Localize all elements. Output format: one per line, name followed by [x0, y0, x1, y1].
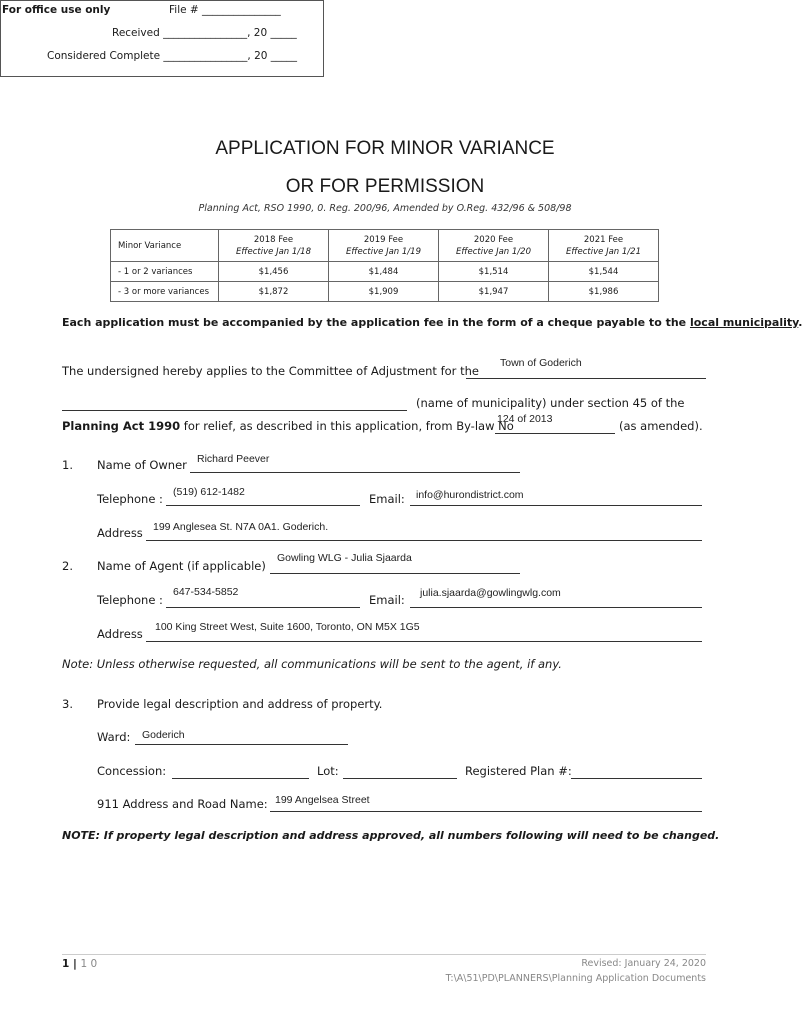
fee-column-2018 [219, 230, 329, 262]
page-total: 1 0 [80, 958, 98, 970]
owner-phone-label: Telephone : [97, 492, 163, 506]
applies-text: The undersigned hereby applies to the Committee of Adjustment for the [62, 364, 479, 378]
revised-date: Revised: January 24, 2020 [581, 958, 706, 969]
numbers-change-note: NOTE: If property legal description and address approved, all numbers following will need to be changed. [62, 829, 720, 842]
considered-complete-field: Considered Complete ________________, 20 _____ [47, 50, 298, 62]
fee-column-2021 [549, 230, 659, 262]
footer-divider [62, 954, 706, 955]
municipality-tail-text: (name of municipality) under section 45 of the [416, 396, 685, 410]
fee-year: 2019 Fee [363, 234, 404, 245]
property-section-number: 3. [62, 697, 73, 711]
owner-section-number: 1. [62, 458, 73, 472]
ward-input[interactable]: Goderich [142, 729, 185, 741]
agent-address-input[interactable]: 100 King Street West, Suite 1600, Toronto, ON M5X 1G5 [155, 621, 420, 633]
municipality-line [466, 378, 706, 379]
registered-plan-label: Registered Plan #: [465, 764, 572, 778]
page-number [62, 958, 97, 970]
road-address-label: 911 Address and Road Name: [97, 797, 268, 811]
agent-email-label: Email: [369, 593, 405, 607]
owner-phone-line [166, 505, 360, 506]
ward-line [135, 744, 348, 745]
fee-column-2020 [439, 230, 549, 262]
page-subtitle: Planning Act, RSO 1990, 0. Reg. 200/96, Amended by O.Reg. 432/96 & 508/98 [198, 203, 572, 214]
bylaw-line [495, 433, 615, 434]
owner-name-line [190, 472, 520, 473]
agent-phone-line [166, 607, 360, 608]
owner-address-line [146, 540, 702, 541]
page-current: 1 [62, 958, 70, 970]
agent-name-label: Name of Agent (if applicable) [97, 559, 266, 573]
fee-effective: Effective Jan 1/18 [236, 246, 311, 257]
office-use-box [0, 0, 324, 77]
owner-phone-input[interactable]: (519) 612-1482 [173, 486, 245, 498]
fee-cell: $1,947 [439, 282, 549, 302]
fee-effective: Effective Jan 1/19 [346, 246, 421, 257]
owner-name-input[interactable]: Richard Peever [197, 453, 270, 465]
fee-note-text: Each application must be accompanied by the application fee in the form of a cheque payable to the [62, 316, 690, 329]
owner-address-input[interactable]: 199 Anglesea St. N7A 0A1. Goderich. [153, 521, 329, 533]
fee-year: 2020 Fee [473, 234, 514, 245]
bylaw-input[interactable]: 124 of 2013 [497, 413, 553, 425]
fee-note-period [798, 316, 802, 329]
fee-effective: Effective Jan 1/21 [566, 246, 641, 257]
ward-label: Ward: [97, 730, 131, 744]
road-address-input[interactable]: 199 Angelsea Street [275, 794, 370, 806]
fee-cell: $1,909 [329, 282, 439, 302]
page-title-line2: OR FOR PERMISSION [285, 176, 485, 197]
agent-phone-input[interactable]: 647-534-5852 [173, 586, 239, 598]
fee-table-header-row [111, 230, 659, 262]
concession-input[interactable] [172, 778, 309, 779]
fee-table-header-label: Minor Variance [111, 230, 219, 262]
fee-table [110, 229, 659, 302]
agent-name-input[interactable]: Gowling WLG - Julia Sjaarda [277, 552, 412, 564]
agent-name-line [270, 573, 520, 574]
table-row [111, 262, 659, 282]
fee-row-label: - 3 or more variances [111, 282, 219, 302]
agent-communication-note: Note: Unless otherwise requested, all communications will be sent to the agent, if any. [62, 657, 562, 671]
registered-plan-input[interactable] [571, 778, 702, 779]
fee-cell: $1,544 [549, 262, 659, 282]
relief-text: for relief, as described in this application, from By-law No [180, 419, 514, 433]
relief-line [62, 419, 514, 433]
fee-column-2019 [329, 230, 439, 262]
agent-address-line [146, 641, 702, 642]
agent-phone-label: Telephone : [97, 593, 163, 607]
planning-act-label: Planning Act 1990 [62, 419, 181, 433]
owner-address-label: Address [97, 526, 143, 540]
page-title-line1: APPLICATION FOR MINOR VARIANCE [215, 138, 555, 159]
owner-name-label: Name of Owner [97, 458, 187, 472]
owner-email-line [410, 505, 702, 506]
owner-email-input[interactable]: info@hurondistrict.com [416, 489, 524, 501]
received-field: Received ________________, 20 _____ [112, 27, 297, 39]
municipality-name-line [62, 410, 407, 411]
owner-email-label: Email: [369, 492, 405, 506]
municipality-input[interactable]: Town of Goderich [500, 357, 582, 369]
fee-cell: $1,484 [329, 262, 439, 282]
lot-label: Lot: [317, 764, 339, 778]
office-use-title: For office use only [2, 4, 111, 16]
fee-cell: $1,872 [219, 282, 329, 302]
fee-year: 2018 Fee [253, 234, 294, 245]
amended-text: (as amended). [619, 419, 703, 433]
page-separator: | [69, 958, 81, 970]
local-municipality-link[interactable]: local municipality [689, 316, 799, 329]
agent-section-number: 2. [62, 559, 73, 573]
fee-cell: $1,986 [549, 282, 659, 302]
property-heading: Provide legal description and address of property. [97, 697, 383, 711]
agent-address-label: Address [97, 627, 143, 641]
road-address-line [270, 811, 702, 812]
fee-cell: $1,514 [439, 262, 549, 282]
fee-cell: $1,456 [219, 262, 329, 282]
table-row [111, 282, 659, 302]
document-path: T:\A\51\PD\PLANNERS\Planning Application Documents [445, 973, 706, 984]
agent-email-input[interactable]: julia.sjaarda@gowlingwlg.com [420, 587, 561, 599]
agent-email-line [410, 607, 702, 608]
fee-row-label: - 1 or 2 variances [111, 262, 219, 282]
lot-input[interactable] [343, 778, 457, 779]
concession-label: Concession: [97, 764, 167, 778]
fee-note [62, 316, 802, 329]
file-number-field: File # _______________ [169, 4, 281, 16]
fee-year: 2021 Fee [583, 234, 624, 245]
fee-effective: Effective Jan 1/20 [456, 246, 531, 257]
